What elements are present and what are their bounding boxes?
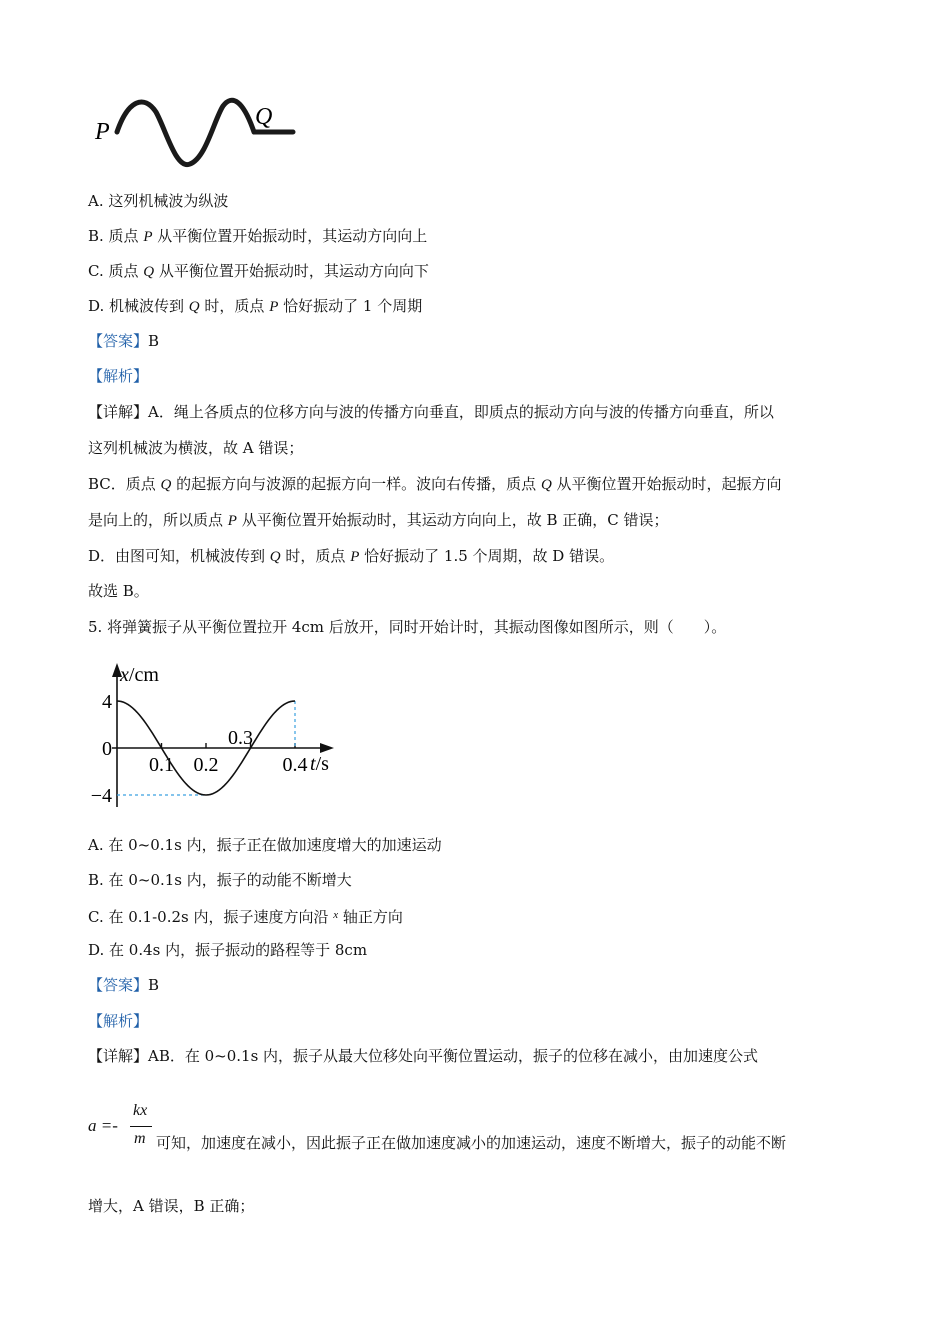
formula-denominator: m (134, 1130, 146, 1147)
x-tick-label: 0.3 (228, 727, 253, 749)
q4-option-a: A. 这列机械波为纵波 (88, 192, 229, 210)
q5-answer: 【答案】B (88, 976, 160, 994)
q4-option-d: D. 机械波传到 Q 时，质点 P 恰好振动了 1 个周期 (88, 297, 423, 315)
formula-numerator: kx (133, 1102, 148, 1119)
q5-detail-2: 可知，加速度在减小，因此振子正在做加速度减小的加速运动，速度不断增大，振子的动能不断 (156, 1134, 787, 1152)
x-tick-label: 0.4 (282, 754, 308, 776)
q4-detail-5: D．由图可知，机械波传到 Q 时，质点 P 恰好振动了 1.5 个周期，故 D 错误。 (88, 547, 615, 565)
q5-option-c: C. 在 0.1-0.2s 内，振子速度方向沿 $^x$ 轴正方向 (88, 908, 403, 926)
x-tick-label: 0.2 (193, 754, 219, 776)
formula-lhs: a =- (88, 1116, 118, 1135)
q5-detail-3: 增大，A 错误，B 正确； (88, 1197, 255, 1215)
label-q: Q (255, 104, 273, 130)
q4-analysis-tag: 【解析】 (88, 367, 149, 385)
q5-option-b: B. 在 0~0.1s 内，振子的动能不断增大 (88, 871, 352, 889)
q4-conclusion: 故选 B。 (88, 582, 149, 600)
x-tick-label: 0.1 (149, 754, 174, 776)
q5-option-d: D. 在 0.4s 内，振子振动的路程等于 8cm (88, 941, 368, 959)
q5-stem: 5. 将弹簧振子从平衡位置拉开 4cm 后放开，同时开始计时，其振动图像如图所示，则（ ）。 (88, 618, 727, 636)
q5-analysis-tag: 【解析】 (88, 1012, 149, 1030)
q4-option-c: C. 质点 Q 从平衡位置开始振动时，其运动方向向下 (88, 262, 429, 280)
q4-detail-4: 是向上的，所以质点 P 从平衡位置开始振动时，其运动方向向上，故 B 正确，C 错误； (88, 511, 669, 529)
label-p: P (95, 119, 110, 145)
fraction-bar (130, 1126, 152, 1127)
y-tick-label: 0 (102, 738, 112, 760)
q4-detail-2: 这列机械波为横波，故 A 错误； (88, 439, 304, 457)
q5-detail-1: 【详解】AB．在 0~0.1s 内，振子从最大位移处向平衡位置运动，振子的位移在减小，由加速度公式 (88, 1047, 759, 1065)
q5-option-a: A. 在 0~0.1s 内，振子正在做加速度增大的加速运动 (88, 836, 442, 854)
y-tick-label: −4 (90, 785, 112, 807)
wave-figure (90, 92, 305, 174)
q4-answer: 【答案】B (88, 332, 160, 350)
x-axis-label: t/s (310, 753, 329, 775)
acceleration-formula (88, 1102, 158, 1154)
q4-detail-3: BC．质点 Q 的起振方向与波源的起振方向一样。波向右传播，质点 Q 从平衡位置开始振动时，起振方向 (88, 475, 782, 493)
y-axis-label: x/cm (120, 664, 159, 686)
x-axis-arrow (320, 743, 334, 753)
q4-option-b: B. 质点 P 从平衡位置开始振动时，其运动方向向上 (88, 227, 428, 245)
y-tick-label: 4 (102, 691, 112, 713)
oscillation-chart (88, 655, 348, 815)
answer-tag: 【答案】 (88, 332, 149, 350)
q4-detail-1: 【详解】A．绳上各质点的位移方向与波的传播方向垂直，即质点的振动方向与波的传播方向垂直，所以 (88, 403, 774, 421)
